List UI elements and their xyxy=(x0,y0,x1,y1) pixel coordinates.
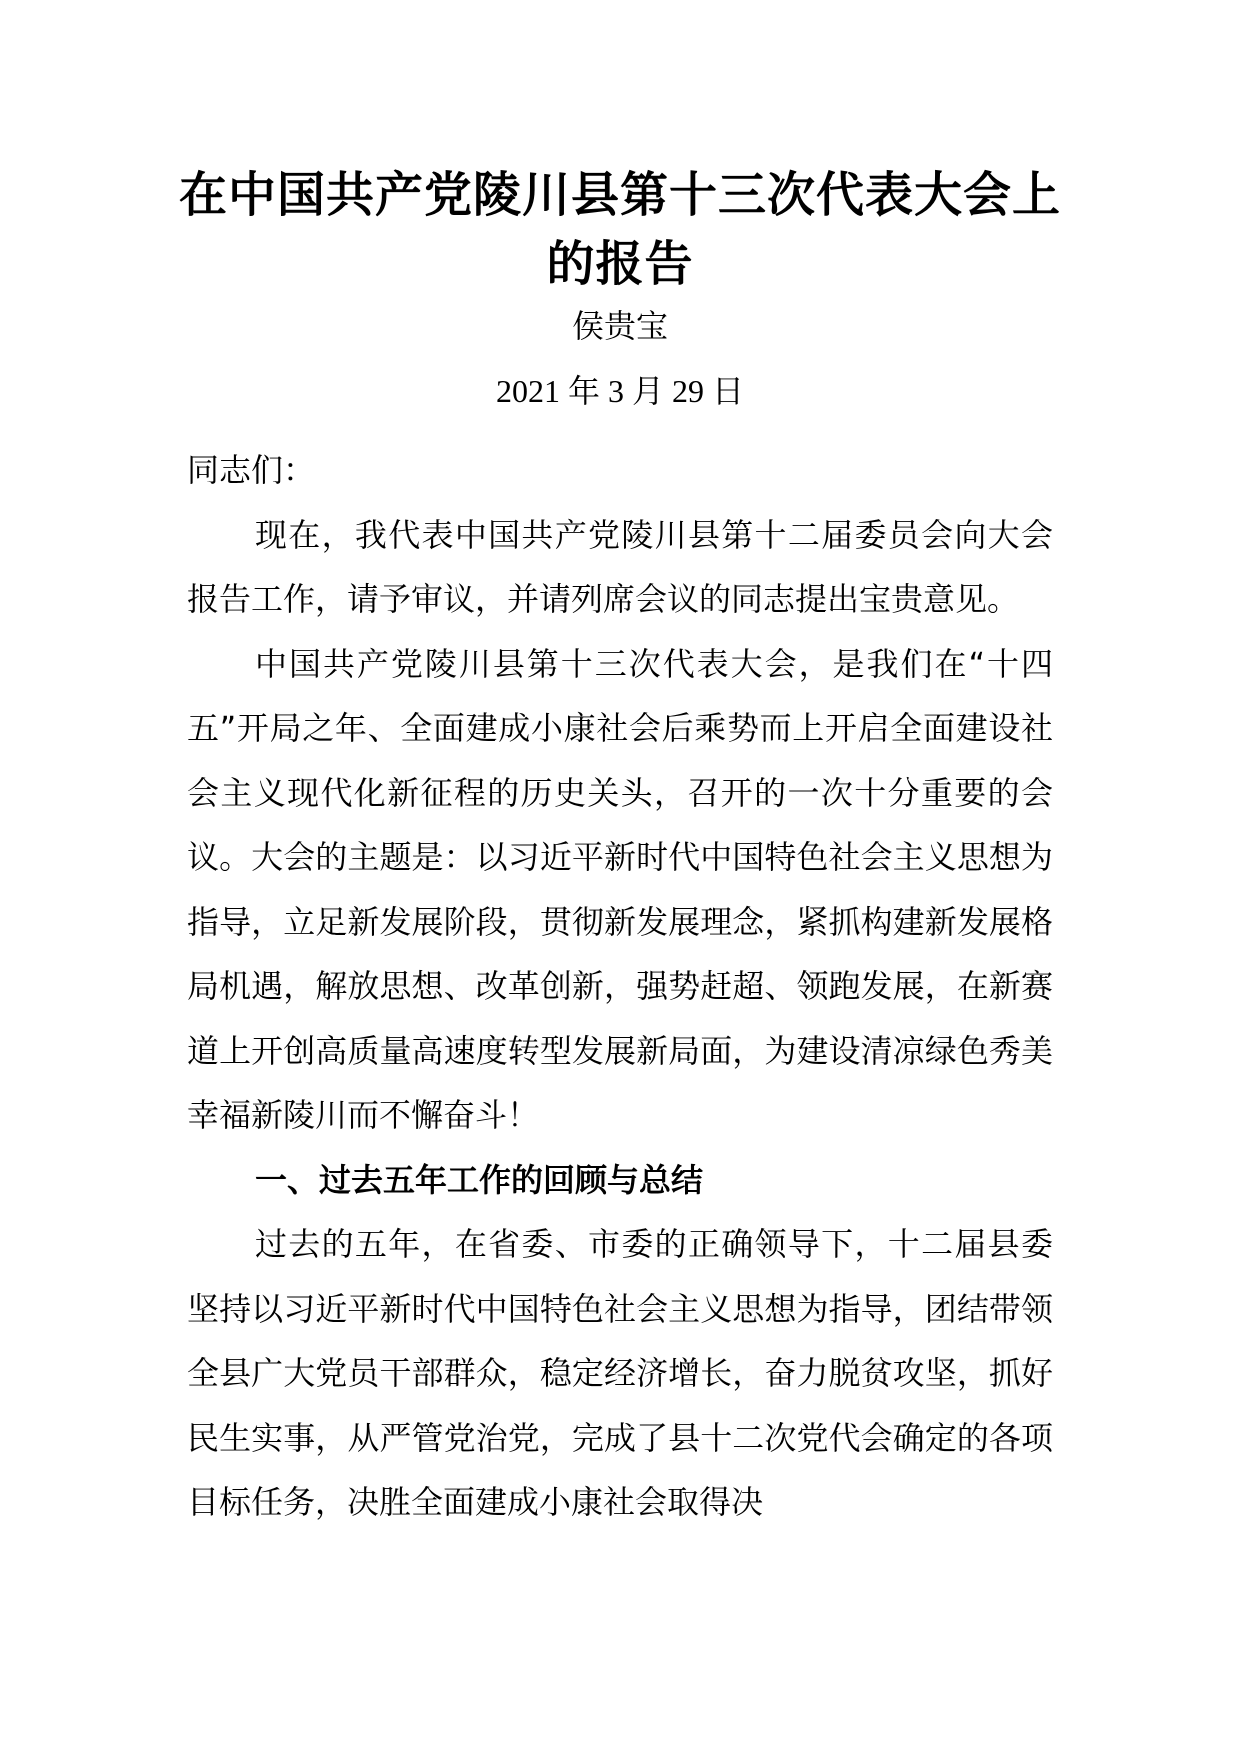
section-heading: 一、过去五年工作的回顾与总结 xyxy=(255,1160,704,1199)
body-paragraph: 中国共产党陵川县第十三次代表大会，是我们在“十四五”开局之年、全面建成小康社会后乘势而上开启全面建设社会主义现代化新征程的历史关头，召开的一次十分重要的会议。大会的主题是：以习近平新时代中国特色社会主义思想为指导，立足新发展阶段，贯彻新发展理念，紧抓构建新发展格局机遇，解放思想、改革创新，强势赶超、领跑发展，在新赛道上开创高质量高速度转型发展新局面，为建设清凉绿色秀美幸福新陵川而不懈奋斗！ xyxy=(187,644,1053,1134)
report-date: 2021 年 3 月 29 日 xyxy=(495,373,744,409)
salutation: 同志们： xyxy=(187,451,316,489)
section-paragraph: 过去的五年，在省委、市委的正确领导下，十二届县委坚持以习近平新时代中国特色社会主义思想为指导，团结带领全县广大党员干部群众，稳定经济增长，奋力脱贫攻坚，抓好民生实事，从严管党治党，完成了县十二次党代会确定的各项目标任务，决胜全面建成小康社会取得决 xyxy=(187,1225,1053,1521)
document-title-line-1: 在中国共产党陵川县第十三次代表大会上 xyxy=(178,167,1061,223)
body-paragraph: 现在，我代表中国共产党陵川县第十二届委员会向大会报告工作，请予审议，并请列席会议的同志提出宝贵意见。 xyxy=(187,515,1053,618)
author-name: 侯贵宝 xyxy=(571,307,668,345)
document-title-line-2: 的报告 xyxy=(546,236,694,292)
document-body xyxy=(187,438,1053,1535)
